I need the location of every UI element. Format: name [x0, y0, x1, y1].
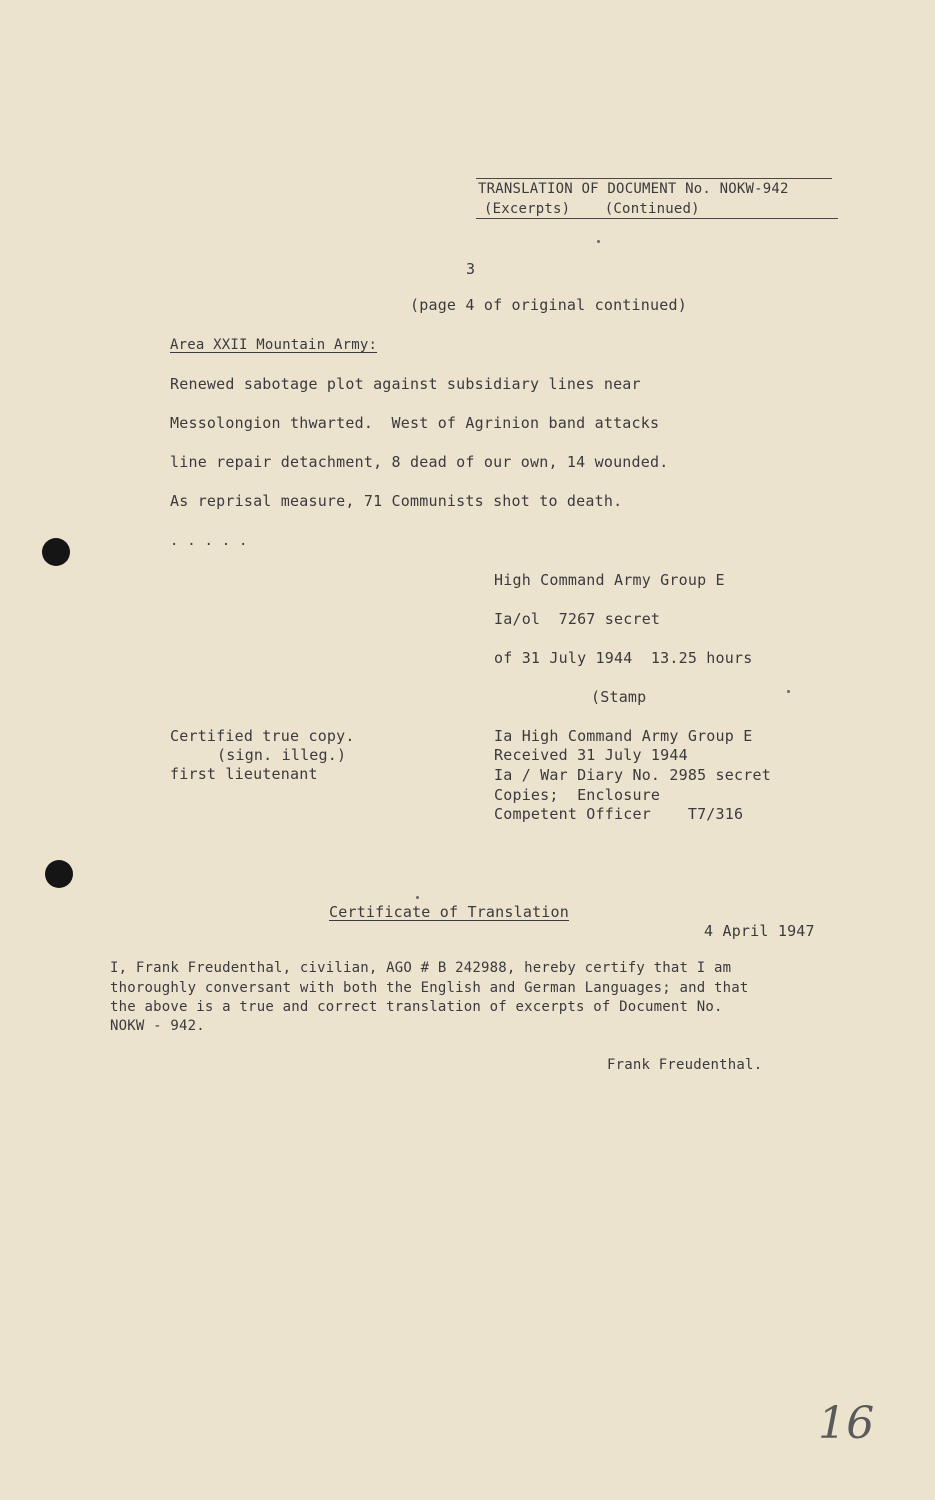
- paper-speck: [416, 896, 419, 899]
- certificate-body-line-4: NOKW - 942.: [110, 1018, 205, 1034]
- signature-name: Frank Freudenthal.: [607, 1057, 763, 1073]
- section-line-4: As reprisal measure, 71 Communists shot to death.: [170, 492, 623, 510]
- certificate-title: Certificate of Translation: [329, 903, 569, 921]
- section-heading: Area XXII Mountain Army:: [170, 337, 378, 353]
- header-rule-top: [476, 178, 832, 179]
- command-line-2: Ia/ol 7267 secret: [494, 610, 661, 628]
- paper-speck: [597, 240, 600, 243]
- stamp-line-3: Ia / War Diary No. 2985 secret: [494, 766, 771, 784]
- certificate-body-line-2: thoroughly conversant with both the English and German Languages; and that: [110, 980, 749, 996]
- certificate-body-line-1: I, Frank Freudenthal, civilian, AGO # B 242988, hereby certify that I am: [110, 960, 732, 976]
- certified-line-2: (sign. illeg.): [217, 746, 347, 764]
- stamp-line-4: Copies; Enclosure: [494, 786, 661, 804]
- section-line-1: Renewed sabotage plot against subsidiary lines near: [170, 375, 641, 393]
- command-line-3: of 31 July 1944 13.25 hours: [494, 649, 753, 667]
- page-note: (page 4 of original continued): [410, 296, 687, 314]
- stamp-line-5: Competent Officer T7/316: [494, 805, 744, 823]
- paper-speck: [787, 690, 790, 693]
- certified-line-3: first lieutenant: [170, 765, 318, 783]
- header-subtitle: (Excerpts) (Continued): [484, 201, 700, 217]
- certificate-date: 4 April 1947: [704, 922, 815, 940]
- section-line-2: Messolongion thwarted. West of Agrinion band attacks: [170, 414, 660, 432]
- punch-hole-bottom: [45, 860, 73, 888]
- command-line-1: High Command Army Group E: [494, 571, 725, 589]
- stamp-line-2: Received 31 July 1944: [494, 746, 688, 764]
- punch-hole-top: [42, 538, 70, 566]
- section-ellipsis: . . . . .: [170, 533, 248, 549]
- command-stamp-note: (Stamp: [591, 688, 647, 706]
- header-title: TRANSLATION OF DOCUMENT No. NOKW-942: [478, 181, 789, 197]
- stamp-line-1: Ia High Command Army Group E: [494, 727, 753, 745]
- certified-line-1: Certified true copy.: [170, 727, 355, 745]
- certificate-body-line-3: the above is a true and correct translation of excerpts of Document No.: [110, 999, 723, 1015]
- page-number: 3: [466, 260, 476, 278]
- handwritten-page-number: 16: [818, 1398, 875, 1449]
- section-line-3: line repair detachment, 8 dead of our own, 14 wounded.: [170, 453, 669, 471]
- header-rule-bottom: [476, 218, 838, 219]
